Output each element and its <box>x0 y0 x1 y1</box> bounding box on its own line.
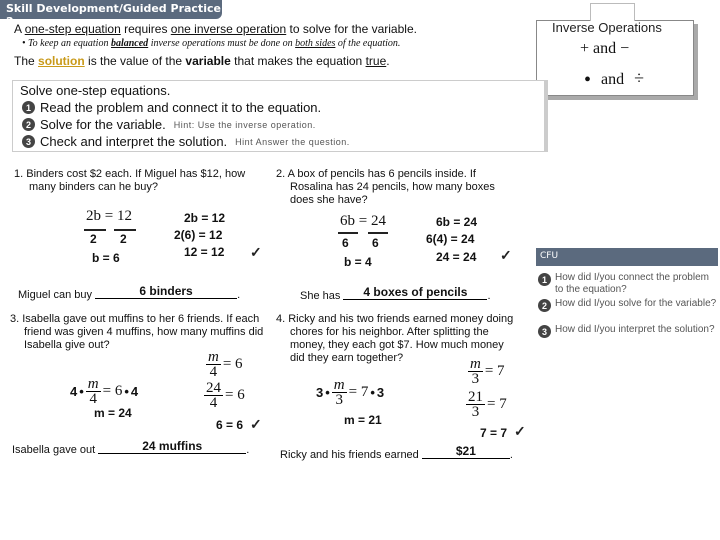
p4-equation: 3 • $\frac{m}{3}$ = 7 • 3 <box>316 377 385 408</box>
p2-check-icon: ✓ <box>500 247 512 263</box>
p4-answer: Ricky and his friends earned $21 . <box>280 444 513 461</box>
intro-line-1: A one-step equation requires one inverse operation to solve for the variable. <box>14 22 417 36</box>
p3-result: m = 24 <box>94 406 132 420</box>
cfu-header: CFU <box>536 248 718 266</box>
p4-check-3: 7 = 7 <box>480 426 508 440</box>
multiply-dot-icon: • <box>370 385 375 400</box>
intro-line-3: The solution is the value of the variable that makes the equation true. <box>14 54 390 68</box>
problem-2-text: 2. A box of pencils has 6 pencils inside. If Rosalina has 24 pencils, how many boxes does she have? <box>276 168 495 206</box>
multiply-dot-icon: • <box>325 385 330 400</box>
p1-divisor-right: 2 <box>120 232 127 246</box>
header-bar <box>0 0 222 28</box>
problem-3-text: 3. Isabella gave out muffins to her 6 friends. If each friend was given 4 muffins, how many muffins did Isabella give out? <box>10 313 264 351</box>
header-title: Skill Development/Guided Practice 2 <box>6 2 221 28</box>
p2-check-1: 6b = 24 <box>436 215 478 229</box>
p1-divisor-left: 2 <box>90 232 97 246</box>
p3-check-icon: ✓ <box>250 416 262 432</box>
p1-check-icon: ✓ <box>250 244 262 260</box>
multiply-dot-icon: • <box>584 69 592 91</box>
p4-check-1: $\frac{m}{3}$ = 7 <box>470 356 505 387</box>
solve-title: Solve one-step equations. <box>20 83 171 98</box>
p2-equation: 6b = 24 <box>340 213 386 229</box>
step-3: 3 Check and interpret the solution. Hint Answer the question. <box>22 134 350 149</box>
cfu-item-3: 3 How did I/you interpret the solution? <box>538 324 718 338</box>
inverse-add-subtract: + and − <box>580 40 630 57</box>
p2-answer: She has 4 boxes of pencils . <box>300 285 491 302</box>
p1-result: b = 6 <box>92 251 120 265</box>
p2-divisor-left: 6 <box>342 236 349 250</box>
p3-check-3: 6 = 6 <box>216 418 244 432</box>
p1-check-2: 2(6) = 12 <box>174 228 223 242</box>
multiply-dot-icon: • <box>124 384 129 399</box>
p3-check-2: $\frac{24}{4}$ = 6 <box>206 380 245 411</box>
intro-line-2: • To keep an equation balanced inverse operations must be done on both sides of the equation. <box>22 38 401 49</box>
inverse-multiply-divide: • and ÷ <box>584 68 645 91</box>
step-2: 2 Solve for the variable. Hint: Use the inverse operation. <box>22 117 316 132</box>
p2-check-2: 6(4) = 24 <box>426 232 475 246</box>
p1-check-3: 12 = 12 <box>184 245 225 259</box>
p1-answer: Miguel can buy 6 binders . <box>18 284 241 301</box>
p2-result: b = 4 <box>344 255 372 269</box>
multiply-dot-icon: • <box>79 384 84 399</box>
inverse-operations-title: Inverse Operations <box>552 20 662 35</box>
p4-check-2: $\frac{21}{3}$ = 7 <box>468 389 507 420</box>
cfu-item-1: 1 How did I/you connect the problem to the equation? <box>538 272 718 296</box>
p3-equation: 4 • $\frac{m}{4}$ = 6 • 4 <box>70 376 139 407</box>
problem-4-text: 4. Ricky and his two friends earned money doing chores for his neighbor. After splitting the money, they each got $7. How much money did they earn together? <box>276 313 514 364</box>
step-number: 1 <box>22 101 35 114</box>
p2-check-3: 24 = 24 <box>436 250 477 264</box>
p4-result: m = 21 <box>344 413 382 427</box>
step-number: 2 <box>22 118 35 131</box>
problem-1-text: 1. Binders cost $2 each. If Miguel has $12, how many binders can he buy? <box>14 168 246 193</box>
step-1: 1 Read the problem and connect it to the equation. <box>22 100 321 115</box>
p1-check-1: 2b = 12 <box>184 211 226 225</box>
cfu-item-2: 2 How did I/you solve for the variable? <box>538 298 718 312</box>
p3-check-1: $\frac{m}{4}$ = 6 <box>208 349 243 380</box>
step-number: 3 <box>22 135 35 148</box>
p1-equation: 2b = 12 <box>86 208 132 224</box>
p3-answer: Isabella gave out 24 muffins . <box>12 439 250 456</box>
p2-divisor-right: 6 <box>372 236 379 250</box>
divide-icon: ÷ <box>634 68 645 88</box>
p4-check-icon: ✓ <box>514 423 526 439</box>
